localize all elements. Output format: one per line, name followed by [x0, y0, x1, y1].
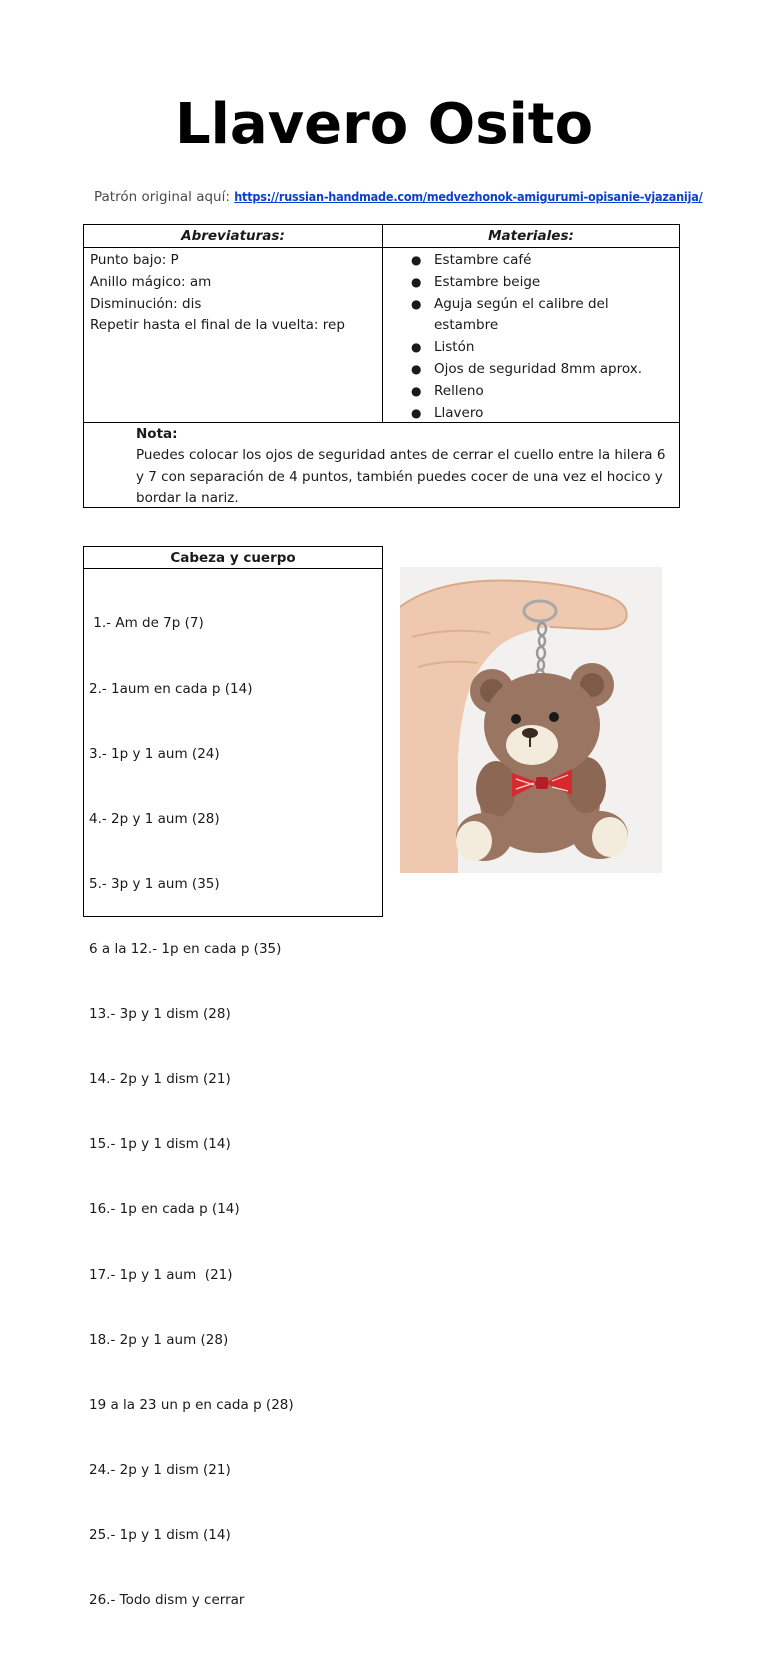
abbreviation-item: Anillo mágico: am: [90, 273, 212, 290]
note-row: [84, 422, 679, 508]
pattern-rows: [89, 570, 294, 1655]
material-label: Estambre beige: [434, 273, 541, 290]
material-label: Estambre café: [434, 252, 532, 268]
pattern-row: 15.- 1p y 1 dism (14): [89, 1136, 231, 1153]
note-text: Puedes colocar los ojos de seguridad antes de cerrar el cuello entre la hilera 6 y 7 con separación de 4 puntos, también puedes cocer de una vez el hocico y bordar la nariz.: [136, 447, 666, 506]
bullet-icon: ●: [411, 383, 422, 398]
material-item: [389, 294, 669, 338]
pattern-row: 19 a la 23 un p en cada p (28): [89, 1396, 294, 1413]
abbreviation-item: Disminución: dis: [90, 295, 202, 312]
material-label: Ojos de seguridad 8mm aprox.: [434, 360, 642, 377]
pattern-row: 14.- 2p y 1 dism (21): [89, 1071, 231, 1088]
teddy-bear-keychain-photo: [400, 567, 662, 873]
abbreviations-list: [90, 250, 345, 337]
teddy-bear-illustration: [400, 567, 662, 873]
material-item: [389, 250, 669, 272]
bullet-icon: ●: [411, 296, 422, 311]
bullet-icon: ●: [411, 361, 422, 376]
bullet-icon: ●: [411, 340, 422, 355]
page-title: Llavero Osito: [174, 92, 594, 157]
abbreviation-item: Repetir hasta el final de la vuelta: rep: [90, 317, 345, 334]
material-label: Aguja según el calibre del estambre: [434, 295, 609, 334]
pattern-row: 16.- 1p en cada p (14): [89, 1201, 240, 1218]
material-item: [389, 381, 669, 403]
source-line: [94, 189, 703, 205]
pattern-row: 13.- 3p y 1 dism (28): [89, 1006, 231, 1023]
head-body-table: [83, 546, 383, 1609]
abbreviations-header: Abreviaturas:: [181, 228, 285, 244]
material-label: Listón: [434, 339, 475, 356]
material-item: [389, 272, 669, 294]
materials-header: Materiales:: [488, 228, 574, 244]
info-table: [83, 224, 680, 508]
pattern-row: 1.- Am de 7p (7): [89, 615, 204, 632]
material-label: Relleno: [434, 382, 484, 399]
pattern-row: 17.- 1p y 1 aum (21): [89, 1266, 233, 1283]
pattern-row: 24.- 2p y 1 dism (21): [89, 1461, 231, 1478]
pattern-row: 5.- 3p y 1 aum (35): [89, 875, 220, 892]
pattern-row: 6 a la 12.- 1p en cada p (35): [89, 940, 282, 957]
bullet-icon: ●: [411, 405, 422, 420]
pattern-row: 26.- Todo dism y cerrar: [89, 1592, 245, 1609]
abbreviation-item: Punto bajo: P: [90, 252, 179, 268]
bullet-icon: ●: [411, 253, 422, 267]
pattern-row: 2.- 1aum en cada p (14): [89, 680, 253, 697]
bullet-icon: ●: [411, 274, 422, 289]
pattern-row: 18.- 2p y 1 aum (28): [89, 1331, 229, 1348]
head-body-header: Cabeza y cuerpo: [84, 547, 382, 569]
source-label: Patrón original aquí:: [94, 189, 230, 205]
material-label: Llavero: [434, 404, 484, 421]
info-table-body-row: [84, 248, 679, 422]
material-item: [389, 337, 669, 359]
pattern-row: 3.- 1p y 1 aum (24): [89, 745, 220, 762]
pattern-row: 4.- 2p y 1 aum (28): [89, 810, 220, 827]
materials-list: [389, 250, 669, 424]
pattern-row: 25.- 1p y 1 dism (14): [89, 1526, 231, 1543]
source-link[interactable]: https://russian-handmade.com/medvezhonok-amigurumi-opisanie-vjazanija/: [234, 189, 703, 204]
note-title: Nota:: [136, 426, 178, 442]
material-item: [389, 359, 669, 381]
